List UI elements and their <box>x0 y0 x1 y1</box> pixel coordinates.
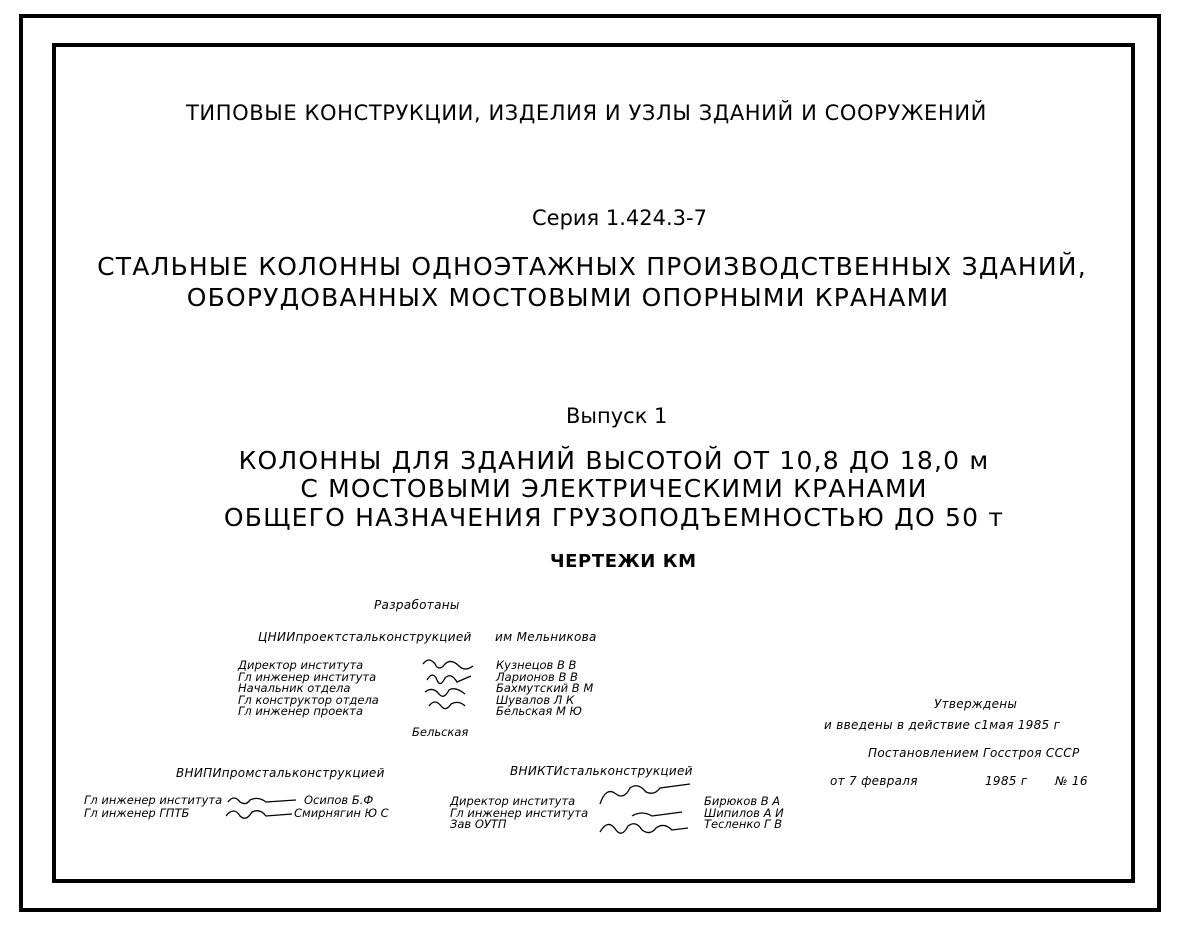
name-line: Бахмутский В М <box>496 681 594 695</box>
series-number: Серия 1.424.3-7 <box>532 206 707 230</box>
approval-line-3: Постановлением Госстроя СССР <box>868 746 1080 760</box>
name-line: Бирюков В А <box>704 794 781 808</box>
position-line: Гл инженер института <box>238 669 377 684</box>
approval-line-2: и введены в действие с1мая 1985 г <box>824 718 1061 732</box>
vniip-name-2: Смирнягин Ю С <box>294 806 389 820</box>
vniip-position-2: Гл инженер ГПТБ <box>84 806 190 820</box>
developed-org: ЦНИИпроектстальконструкцией <box>258 630 472 644</box>
approval-number: № 16 <box>1055 774 1088 788</box>
developed-label: Разработаны <box>374 598 460 612</box>
position-line: Гл инженер института <box>450 805 589 820</box>
developed-names <box>496 660 593 718</box>
developed-org-suffix: им Мельникова <box>495 630 597 644</box>
issue-title-line-2: С МОСТОВЫМИ ЭЛЕКТРИЧЕСКИМИ КРАНАМИ <box>300 474 928 503</box>
name-line: Тесленко Г В <box>704 817 782 831</box>
name-line: Ларионов В В <box>496 669 578 684</box>
vnikt-positions <box>450 796 588 831</box>
position-line: Гл инженер проекта <box>238 704 364 718</box>
approval-year: 1985 г <box>985 774 1028 788</box>
signatures-vniip <box>224 790 304 824</box>
position-line: Директор института <box>450 794 576 808</box>
document-title-line-1: СТАЛЬНЫЕ КОЛОННЫ ОДНОЭТАЖНЫХ ПРОИЗВОДСТВЕННЫХ ЗДАНИЙ, <box>97 252 1087 281</box>
issue-label: Выпуск 1 <box>566 404 668 428</box>
developed-positions <box>238 660 379 718</box>
stamp-belskaya: Бельская <box>412 725 469 739</box>
vniip-position-1: Гл инженер института <box>84 793 223 807</box>
approval-title: Утверждены <box>934 697 1018 711</box>
approval-date: от 7 февраля <box>830 774 918 788</box>
drawings-label: ЧЕРТЕЖИ КМ <box>550 551 697 572</box>
position-line: Гл конструктор отдела <box>238 692 379 707</box>
signatures-vnikt <box>592 780 704 844</box>
vniip-org: ВНИПИпромстальконструкцией <box>176 766 385 780</box>
position-line: Зав ОУТП <box>450 817 507 831</box>
name-line: Шувалов Л К <box>496 692 575 707</box>
vniip-name-1: Осипов Б.Ф <box>304 793 374 807</box>
issue-title-line-1: КОЛОННЫ ДЛЯ ЗДАНИЙ ВЫСОТОЙ ОТ 10,8 ДО 18,0 м <box>238 446 990 475</box>
document-title-line-2: ОБОРУДОВАННЫХ МОСТОВЫМИ ОПОРНЫМИ КРАНАМИ <box>186 283 950 312</box>
name-line: Бельская М Ю <box>496 704 582 718</box>
vnikt-org: ВНИКТИстальконструкцией <box>510 764 693 778</box>
name-line: Шипилов А И <box>704 805 784 820</box>
issue-title-line-3: ОБЩЕГО НАЗНАЧЕНИЯ ГРУЗОПОДЪЕМНОСТЬЮ ДО 50 т <box>223 503 1005 532</box>
vnikt-names <box>704 796 784 831</box>
position-line: Начальник отдела <box>238 681 351 695</box>
name-line: Кузнецов В В <box>496 658 577 672</box>
position-line: Директор института <box>238 658 364 672</box>
collection-title: ТИПОВЫЕ КОНСТРУКЦИИ, ИЗДЕЛИЯ И УЗЛЫ ЗДАНИЙ И СООРУЖЕНИЙ <box>186 101 987 125</box>
